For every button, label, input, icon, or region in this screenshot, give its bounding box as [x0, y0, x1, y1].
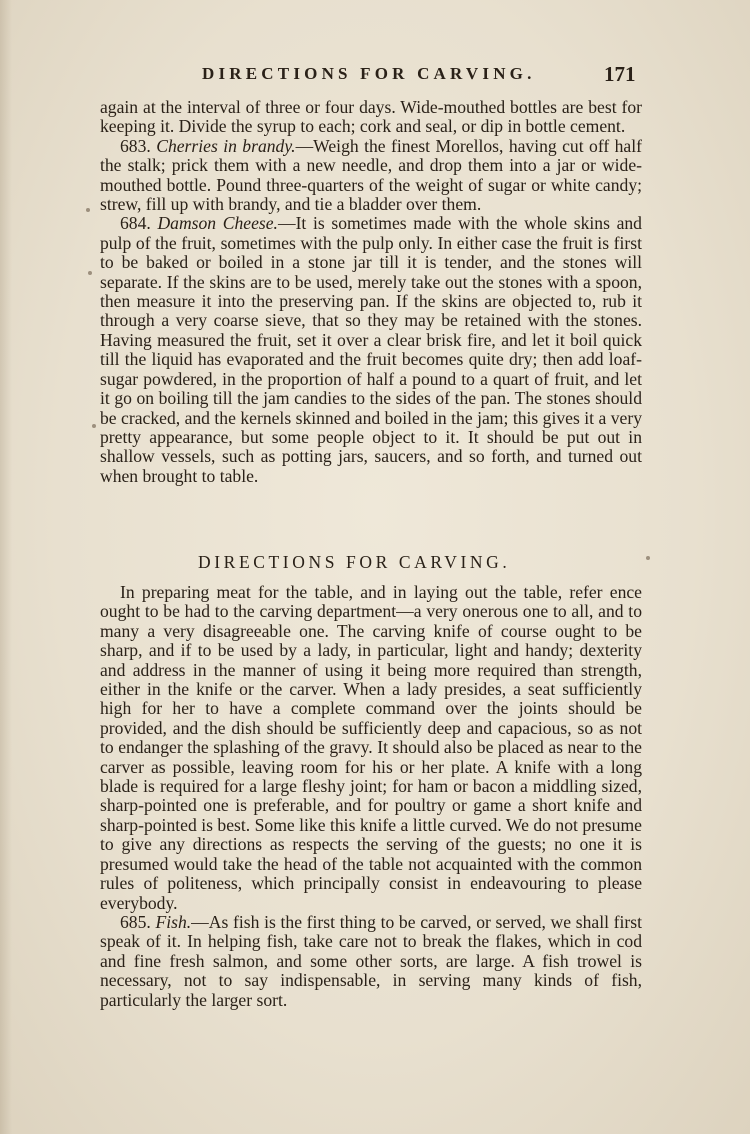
recipe-number: 683.: [120, 135, 151, 156]
margin-speck: [86, 208, 90, 212]
paragraph-text: In preparing meat for the table, and in laying out the table, refer ence ought to be had to the carving department—a very onerous one to all, and to many a very disagreeable one. The carving knife of course ought to be sharp, and if to be used by a lady, in particular, light and handy; dexterity and address in the manner of using it being more required than strength, either in the knife or the carver. When a lady presides, a seat sufficiently high for her to have a complete command over the joints should be provided, and the dish should be sufficiently deep and capacious, so as not to endanger the splashing of the gravy. It should also be placed as near to the carver as possible, leaving room for his or her plate. A knife with a long blade is required for a large fleshy joint; for ham or bacon a middling sized, sharp-pointed one is preferable, and for poultry or game a short knife and sharp-pointed is best. Some like this knife a little curved. We do not presume to give any directions as respects the serving of the guests; no one it is presumed would take the head of the table not acquainted with the common rules of politeness, which principally consist in endeavouring to please everybody.: [100, 582, 642, 913]
margin-speck: [646, 556, 650, 560]
paragraph-text: again at the interval of three or four days. Wide-mouthed bottles are best for keeping it. Divide the syrup to each; cork and seal, or dip in bottle cement.: [100, 97, 642, 137]
recipe-685: [100, 913, 642, 1010]
text-block-top: [100, 98, 642, 486]
recipe-title: Cherries in brandy.: [156, 135, 296, 156]
recipe-title: Fish.: [155, 911, 192, 932]
recipe-text: —As fish is the first thing to be carved, or served, we shall first speak of it. In helping fish, take care not to break the flakes, which in cod and fine fresh salmon, and some other sorts, are large. A fish trowel is necessary, not to say indispensable, in serving many kinds of fish, particularly the larger sort.: [100, 911, 642, 1010]
recipe-number: 684.: [120, 213, 151, 234]
running-title: DIRECTIONS FOR CARVING.: [202, 64, 536, 83]
carving-intro-paragraph: [100, 583, 642, 913]
page-number: 171: [604, 62, 636, 86]
page-edge-shadow: [0, 0, 12, 1134]
recipe-number: 685.: [120, 911, 151, 932]
margin-speck: [88, 271, 92, 275]
paragraph-continuation: [100, 98, 642, 137]
recipe-title: Damson Cheese.: [157, 213, 278, 234]
margin-speck: [92, 424, 96, 428]
recipe-text: —Weigh the finest Morellos, having cut off half the stalk; prick them with a new needle, and drop them into a jar or wide-mouthed bottle. Pound three-quarters of the weight of sugar or white candy; strew, fill up with brandy, and tie a bladder over them.: [100, 135, 642, 215]
running-head: [0, 62, 750, 90]
section-heading: DIRECTIONS FOR CARVING.: [198, 552, 511, 572]
recipe-683: [100, 137, 642, 215]
recipe-684: [100, 214, 642, 486]
recipe-text: —It is sometimes made with the whole skins and pulp of the fruit, sometimes with the pulp only. In either case the fruit is first to be baked or boiled in a stone jar till it is tender, and the stones will separate. If the skins are to be used, merely take out the stones with a spoon, then measure it into the preserving pan. If the skins are objected to, rub it through a very coarse sieve, that so they may be retained with the stones. Having measured the fruit, set it over a clear brisk fire, and let it boil quick till the liquid has evaporated and the fruit becomes quite dry; then add loaf-sugar powdered, in the proportion of half a pound to a quart of fruit, and let it go on boiling till the jam candies to the sides of the pan. The stones should be cracked, and the kernels skinned and boiled in the jam; this gives it a very pretty appearance, but some people object to it. It should be put out in shallow vessels, such as potting jars, saucers, and so forth, and turned out when brought to table.: [100, 213, 642, 486]
text-block-bottom: [100, 583, 642, 1010]
